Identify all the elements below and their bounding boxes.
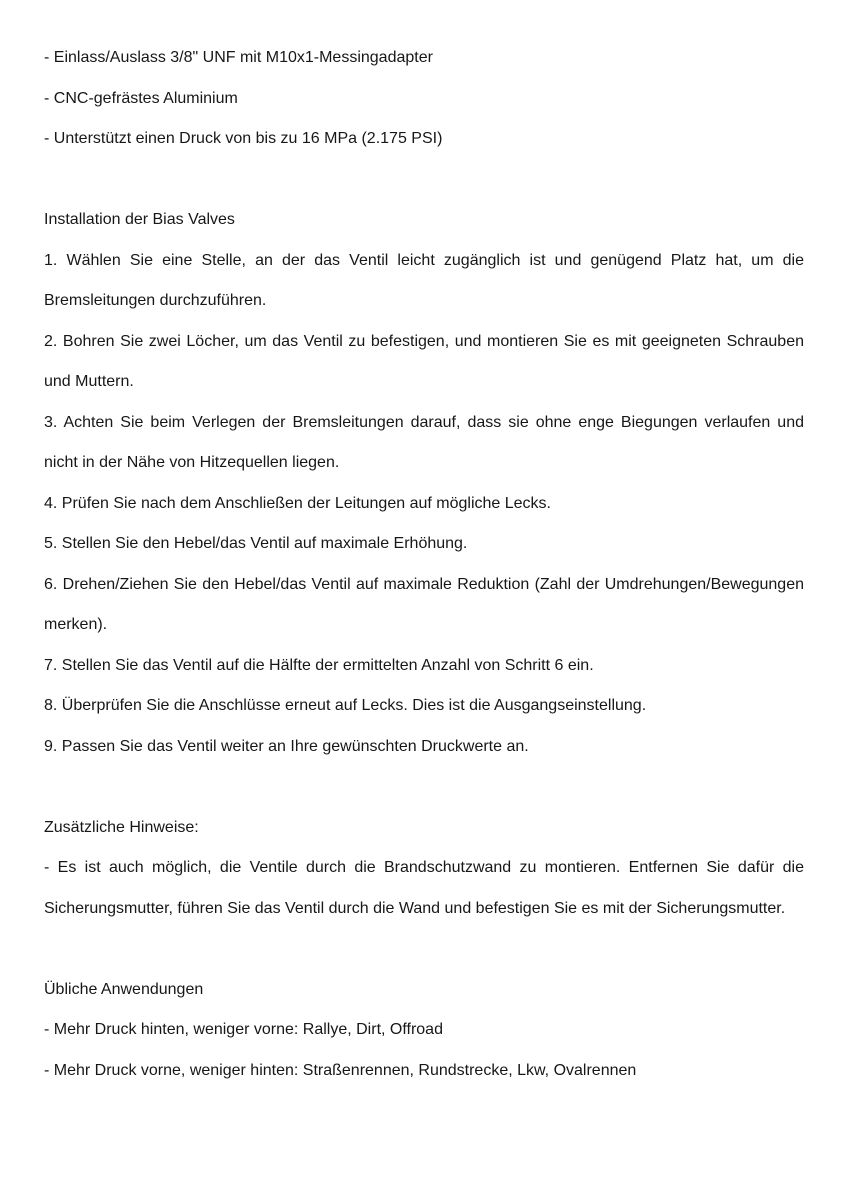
installation-heading: Installation der Bias Valves: [44, 211, 235, 228]
spec-item: - Einlass/Auslass 3/8" UNF mit M10x1-Messingadapter: [44, 49, 433, 66]
note-item: - Es ist auch möglich, die Ventile durch die Brandschutzwand zu montieren. Entfernen Sie dafür die Sicherungsmutter, führen Sie das Ventil durch die Wand und befestigen Sie es mit der Sicherungsmutter.: [44, 859, 804, 917]
application-item: - Mehr Druck hinten, weniger vorne: Rallye, Dirt, Offroad: [44, 1021, 443, 1038]
installation-step: 1. Wählen Sie eine Stelle, an der das Ventil leicht zugänglich ist und genügend Platz hat, um die Bremsleitungen durchzuführen.: [44, 251, 804, 309]
blank-line: [44, 160, 804, 201]
installation-step: 9. Passen Sie das Ventil weiter an Ihre gewünschten Druckwerte an.: [44, 737, 529, 755]
blank-line: [44, 929, 804, 970]
installation-step: 5. Stellen Sie den Hebel/das Ventil auf maximale Erhöhung.: [44, 535, 468, 552]
installation-step: 3. Achten Sie beim Verlegen der Bremsleitungen darauf, dass sie ohne enge Biegungen verlaufen und nicht in der Nähe von Hitzequellen liegen.: [44, 413, 804, 471]
installation-step: 8. Überprüfen Sie die Anschlüsse erneut auf Lecks. Dies ist die Ausgangseinstellung.: [44, 697, 647, 714]
spec-item: - CNC-gefrästes Aluminium: [44, 89, 238, 107]
spec-item: - Unterstützt einen Druck von bis zu 16 MPa (2.175 PSI): [44, 130, 443, 147]
installation-step: 6. Drehen/Ziehen Sie den Hebel/das Ventil auf maximale Reduktion (Zahl der Umdrehungen/Bewegungen merken).: [44, 575, 804, 633]
installation-step: 4. Prüfen Sie nach dem Anschließen der Leitungen auf mögliche Lecks.: [44, 494, 551, 512]
installation-step: 2. Bohren Sie zwei Löcher, um das Ventil zu befestigen, und montieren Sie es mit geeigneten Schrauben und Muttern.: [44, 332, 804, 390]
application-item: - Mehr Druck vorne, weniger hinten: Straßenrennen, Rundstrecke, Lkw, Ovalrennen: [44, 1061, 637, 1079]
installation-step: 7. Stellen Sie das Ventil auf die Hälfte der ermittelten Anzahl von Schritt 6 ein.: [44, 656, 594, 674]
applications-heading: Übliche Anwendungen: [44, 980, 204, 998]
notes-heading: Zusätzliche Hinweise:: [44, 818, 199, 836]
blank-line: [44, 767, 804, 808]
